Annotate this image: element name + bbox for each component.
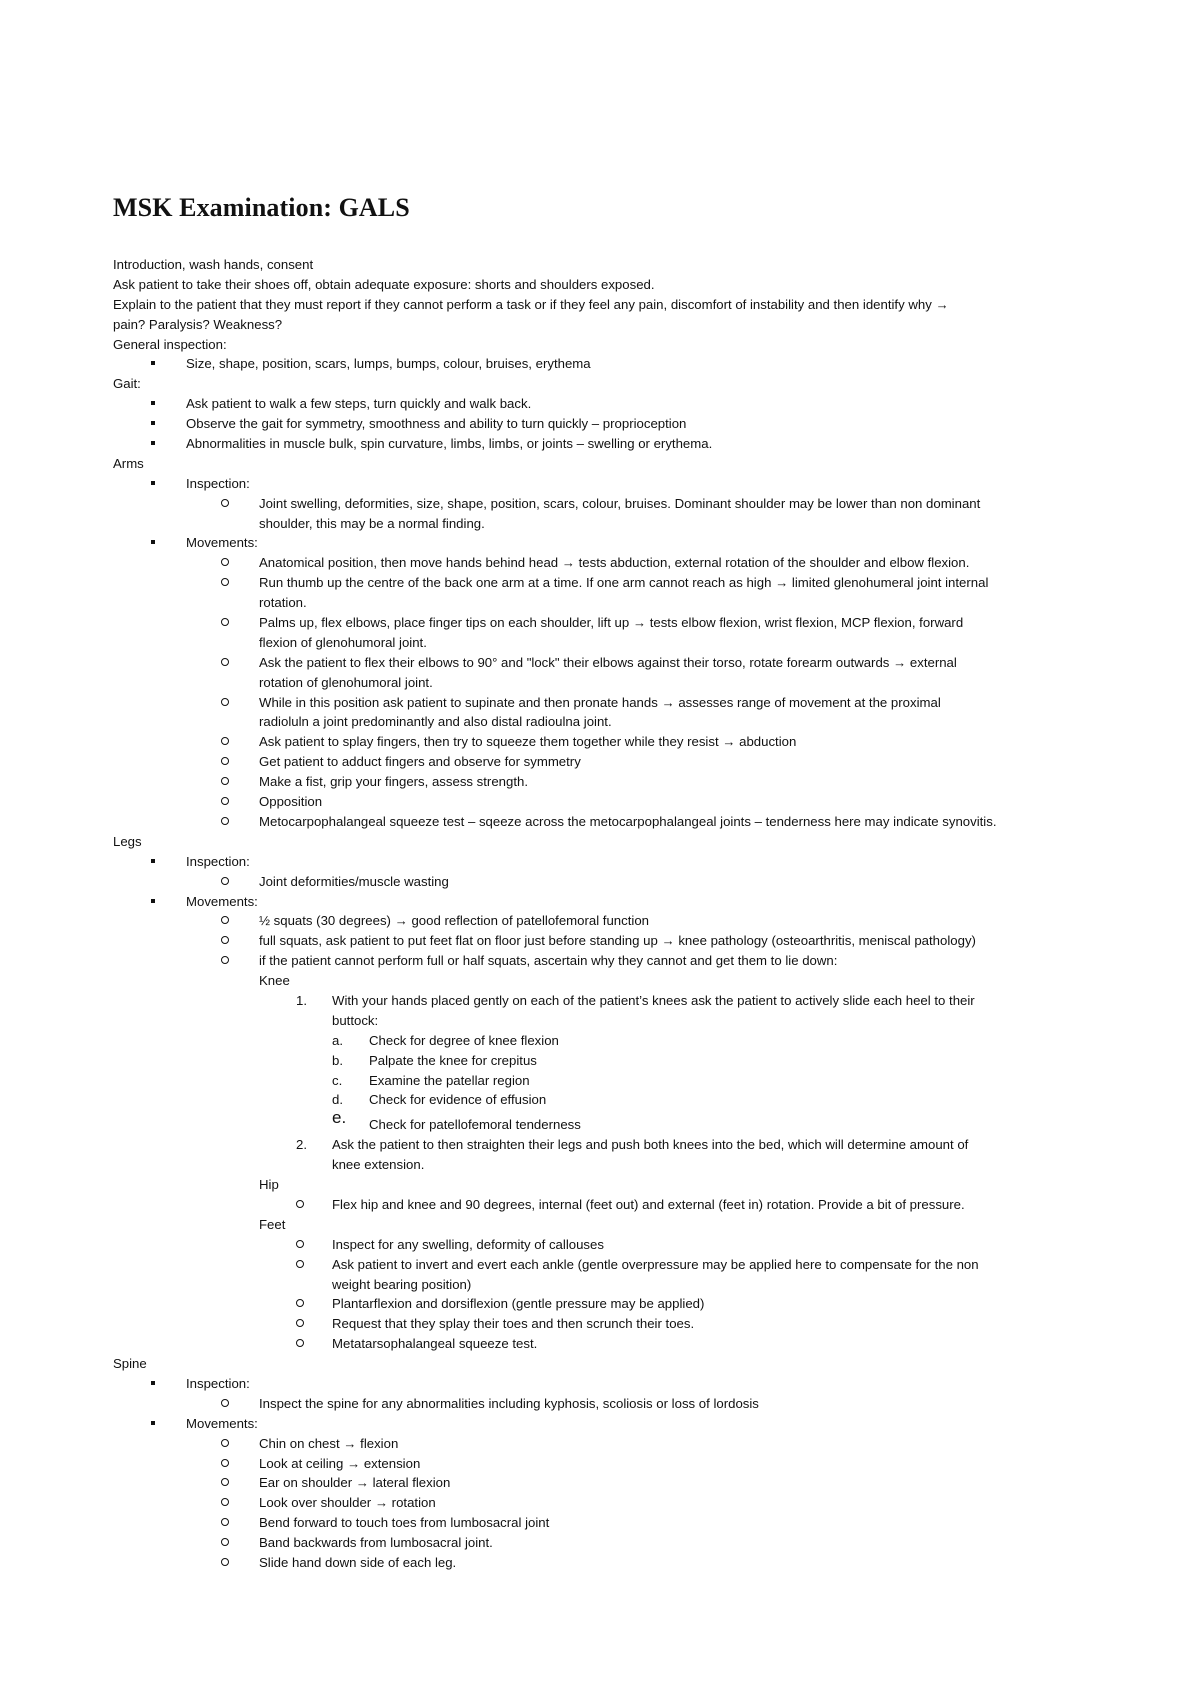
circle-bullet-icon <box>221 1454 229 1474</box>
text-line <box>0 1215 1200 1235</box>
list-item-text: ½ squats (30 degrees) → good reflection of patellofemoral function <box>259 913 649 929</box>
list-item-text: knee extension. <box>332 1157 425 1173</box>
circle-bullet-icon <box>221 1473 229 1493</box>
subsection-label: Feet <box>259 1216 286 1232</box>
list-letter: b. <box>332 1052 343 1068</box>
text-line <box>0 374 1200 394</box>
list-item-text: Run thumb up the centre of the back one arm at a time. If one arm cannot reach as high → limited glenohumeral joint internal <box>259 575 989 591</box>
list-item <box>0 812 1200 832</box>
document-title: MSK Examination: GALS <box>113 193 410 222</box>
list-item-text: Chin on chest → flexion <box>259 1435 399 1451</box>
list-item <box>0 693 1200 713</box>
list-item <box>0 951 1200 971</box>
circle-bullet-icon <box>221 1434 229 1454</box>
list-item <box>0 852 1200 872</box>
list-number: 1. <box>296 992 307 1008</box>
list-item-text: Metatarsophalangeal squeeze test. <box>332 1336 538 1352</box>
list-item <box>0 872 1200 892</box>
section-heading: Arms <box>113 455 144 471</box>
list-item-text: Inspect for any swelling, deformity of callouses <box>332 1236 604 1252</box>
list-letter: a. <box>332 1032 343 1048</box>
list-item-text: Ask patient to walk a few steps, turn quickly and walk back. <box>186 396 532 412</box>
text-line <box>0 335 1200 355</box>
list-item-text: Opposition <box>259 794 323 810</box>
list-item-text: Anatomical position, then move hands behind head → tests abduction, external rotation of the shoulder and elbow flexion. <box>259 555 970 571</box>
list-item <box>0 792 1200 812</box>
list-item <box>0 394 1200 414</box>
subsection-label: Movements: <box>186 535 258 551</box>
circle-bullet-icon <box>221 693 229 713</box>
list-item <box>0 1374 1200 1394</box>
list-item <box>0 752 1200 772</box>
list-item <box>0 1434 1200 1454</box>
list-item-text: Palpate the knee for crepitus <box>369 1052 537 1068</box>
text-line <box>0 295 1200 315</box>
list-letter: e. <box>332 1108 347 1128</box>
list-item <box>0 1394 1200 1414</box>
list-item <box>0 732 1200 752</box>
list-item <box>0 931 1200 951</box>
list-item-text: Abnormalities in muscle bulk, spin curvature, limbs, limbs, or joints – swelling or erythema. <box>186 436 713 452</box>
circle-bullet-icon <box>221 951 229 971</box>
list-item-text: Plantarflexion and dorsiflexion (gentle pressure may be applied) <box>332 1296 705 1312</box>
circle-bullet-icon <box>221 1394 229 1414</box>
text-line <box>0 971 1200 991</box>
list-item-text: flexion of glenohumoral joint. <box>259 634 427 650</box>
list-item-text: Metocarpophalangeal squeeze test – sqeeze across the metocarpophalangeal joints – tenderness here may indicate synovitis. <box>259 813 997 829</box>
intro-line: pain? Paralysis? Weakness? <box>113 316 283 332</box>
list-item <box>0 1314 1200 1334</box>
section-heading: Gait: <box>113 376 141 392</box>
lettered-item <box>0 1071 1200 1091</box>
list-item-text: Look over shoulder → rotation <box>259 1495 436 1511</box>
list-item-text: Ask patient to splay fingers, then try to squeeze them together while they resist → abduction <box>259 734 797 750</box>
list-item-text: Joint swelling, deformities, size, shape, position, scars, colour, bruises. Dominant shoulder may be lower than non dominant <box>259 495 981 511</box>
list-item-text: Ear on shoulder → lateral flexion <box>259 1475 451 1491</box>
text-line <box>0 1011 1200 1031</box>
text-line <box>0 633 1200 653</box>
list-item-text: full squats, ask patient to put feet flat on floor just before standing up → knee pathology (osteoarthritis, meniscal pathology) <box>259 933 976 949</box>
text-line <box>0 1354 1200 1374</box>
list-item <box>0 1454 1200 1474</box>
list-item-text: Size, shape, position, scars, lumps, bumps, colour, bruises, erythema <box>186 356 591 372</box>
circle-bullet-icon <box>221 752 229 772</box>
list-item <box>0 414 1200 434</box>
list-item-text: Bend forward to touch toes from lumbosacral joint <box>259 1515 550 1531</box>
circle-bullet-icon <box>221 1553 229 1573</box>
text-line <box>0 275 1200 295</box>
numbered-item <box>0 1135 1200 1155</box>
list-item-text: Palms up, flex elbows, place finger tips on each shoulder, lift up → tests elbow flexion, wrist flexion, MCP flexion, forward <box>259 615 964 631</box>
list-letter: c. <box>332 1072 343 1088</box>
circle-bullet-icon <box>221 732 229 752</box>
circle-bullet-icon <box>221 553 229 573</box>
section-heading: Spine <box>113 1356 147 1372</box>
subsection-label: Inspection: <box>186 475 250 491</box>
circle-bullet-icon <box>221 573 229 593</box>
list-item-text: if the patient cannot perform full or half squats, ascertain why they cannot and get them to lie down: <box>259 953 838 969</box>
list-item <box>0 1513 1200 1533</box>
circle-bullet-icon <box>296 1235 304 1255</box>
circle-bullet-icon <box>221 812 229 832</box>
lettered-item <box>0 1090 1200 1110</box>
numbered-item <box>0 991 1200 1011</box>
list-item <box>0 1414 1200 1434</box>
circle-bullet-icon <box>296 1294 304 1314</box>
circle-bullet-icon <box>296 1195 304 1215</box>
list-item <box>0 1493 1200 1513</box>
list-item-text: Ask the patient to then straighten their legs and push both knees into the bed, which will determine amount of <box>332 1137 969 1153</box>
list-item-text: shoulder, this may be a normal finding. <box>259 515 485 531</box>
square-bullet-icon <box>151 892 155 912</box>
square-bullet-icon <box>151 354 155 374</box>
list-item-text: Slide hand down side of each leg. <box>259 1555 457 1570</box>
list-item-text: buttock: <box>332 1012 379 1028</box>
list-item-text: Check for degree of knee flexion <box>369 1032 559 1048</box>
text-line <box>0 255 1200 275</box>
list-item-text: Make a fist, grip your fingers, assess strength. <box>259 774 528 790</box>
circle-bullet-icon <box>221 931 229 951</box>
intro-line: Explain to the patient that they must report if they cannot perform a task or if they feel any pain, discomfort of instability and then identify why → <box>113 296 949 312</box>
circle-bullet-icon <box>296 1255 304 1275</box>
circle-bullet-icon <box>221 911 229 931</box>
list-item-text: With your hands placed gently on each of the patient’s knees ask the patient to actively slide each heel to their <box>332 992 975 1008</box>
square-bullet-icon <box>151 1414 155 1434</box>
text-line <box>0 593 1200 613</box>
list-item-text: Get patient to adduct fingers and observe for symmetry <box>259 754 581 770</box>
list-item <box>0 653 1200 673</box>
square-bullet-icon <box>151 474 155 494</box>
list-item <box>0 1235 1200 1255</box>
circle-bullet-icon <box>221 1513 229 1533</box>
list-item-text: rotation. <box>259 595 307 611</box>
subsection-label: Movements: <box>186 893 258 909</box>
list-item-text: Flex hip and knee and 90 degrees, internal (feet out) and external (feet in) rotation. Provide a bit of pressure. <box>332 1196 965 1212</box>
circle-bullet-icon <box>221 872 229 892</box>
text-line <box>0 454 1200 474</box>
list-item-text: Ask patient to invert and evert each ankle (gentle overpressure may be applied here to compensate for the non <box>332 1256 979 1272</box>
list-item <box>0 474 1200 494</box>
list-item <box>0 1553 1200 1573</box>
list-item <box>0 772 1200 792</box>
list-item-text: Band backwards from lumbosacral joint. <box>259 1535 493 1551</box>
circle-bullet-icon <box>296 1314 304 1334</box>
list-item <box>0 892 1200 912</box>
text-line <box>0 514 1200 534</box>
lettered-item <box>0 1031 1200 1051</box>
list-item-text: Joint deformities/muscle wasting <box>259 873 449 889</box>
circle-bullet-icon <box>221 772 229 792</box>
list-item <box>0 1294 1200 1314</box>
list-item-text: rotation of glenohumoral joint. <box>259 674 433 690</box>
list-item-text: radioluln a joint predominantly and also distal radioulna joint. <box>259 714 612 730</box>
list-item <box>0 1334 1200 1354</box>
intro-line: Ask patient to take their shoes off, obtain adequate exposure: shorts and shoulders exposed. <box>113 276 655 292</box>
list-item-text: weight bearing position) <box>332 1276 472 1292</box>
text-line <box>0 832 1200 852</box>
list-item-text: Check for patellofemoral tenderness <box>369 1117 581 1133</box>
list-item-text: Examine the patellar region <box>369 1072 530 1088</box>
list-item-text: Inspect the spine for any abnormalities including kyphosis, scoliosis or loss of lordosis <box>259 1395 759 1411</box>
circle-bullet-icon <box>221 613 229 633</box>
lettered-item <box>0 1051 1200 1071</box>
list-item-text: Request that they splay their toes and then scrunch their toes. <box>332 1316 695 1332</box>
section-heading: Legs <box>113 833 142 849</box>
intro-line: Introduction, wash hands, consent <box>113 257 314 272</box>
text-line <box>0 673 1200 693</box>
circle-bullet-icon <box>221 1533 229 1553</box>
list-item <box>0 434 1200 454</box>
list-item <box>0 533 1200 553</box>
circle-bullet-icon <box>221 494 229 514</box>
list-item <box>0 613 1200 633</box>
text-line <box>0 712 1200 732</box>
lettered-item <box>0 1110 1200 1135</box>
text-line <box>0 315 1200 335</box>
circle-bullet-icon <box>221 1493 229 1513</box>
subsection-label: Inspection: <box>186 1375 250 1391</box>
list-item-text: Check for evidence of effusion <box>369 1092 547 1108</box>
subsection-label: Hip <box>259 1177 279 1193</box>
subsection-label: Inspection: <box>186 853 250 869</box>
list-number: 2. <box>296 1137 307 1153</box>
text-line <box>0 1275 1200 1295</box>
list-item <box>0 494 1200 514</box>
section-heading: General inspection: <box>113 336 227 352</box>
list-item <box>0 911 1200 931</box>
list-item <box>0 573 1200 593</box>
square-bullet-icon <box>151 852 155 872</box>
text-line <box>0 1155 1200 1175</box>
square-bullet-icon <box>151 394 155 414</box>
list-letter: d. <box>332 1092 343 1108</box>
square-bullet-icon <box>151 1374 155 1394</box>
list-item <box>0 1195 1200 1215</box>
list-item-text: Look at ceiling → extension <box>259 1455 421 1471</box>
square-bullet-icon <box>151 414 155 434</box>
list-item <box>0 553 1200 573</box>
text-line <box>0 1175 1200 1195</box>
list-item-text: While in this position ask patient to supinate and then pronate hands → assesses range of movement at the proximal <box>259 694 941 710</box>
circle-bullet-icon <box>221 653 229 673</box>
square-bullet-icon <box>151 434 155 454</box>
list-item-text: Observe the gait for symmetry, smoothness and ability to turn quickly – proprioception <box>186 416 687 432</box>
list-item <box>0 1473 1200 1493</box>
circle-bullet-icon <box>221 792 229 812</box>
list-item <box>0 1255 1200 1275</box>
list-item <box>0 1533 1200 1553</box>
circle-bullet-icon <box>296 1334 304 1354</box>
square-bullet-icon <box>151 533 155 553</box>
list-item <box>0 354 1200 374</box>
list-item-text: Ask the patient to flex their elbows to 90° and "lock" their elbows against their torso, rotate forearm outwards → external <box>259 654 957 670</box>
subsection-label: Knee <box>259 973 290 989</box>
document-body <box>0 255 1200 1573</box>
subsection-label: Movements: <box>186 1415 258 1431</box>
